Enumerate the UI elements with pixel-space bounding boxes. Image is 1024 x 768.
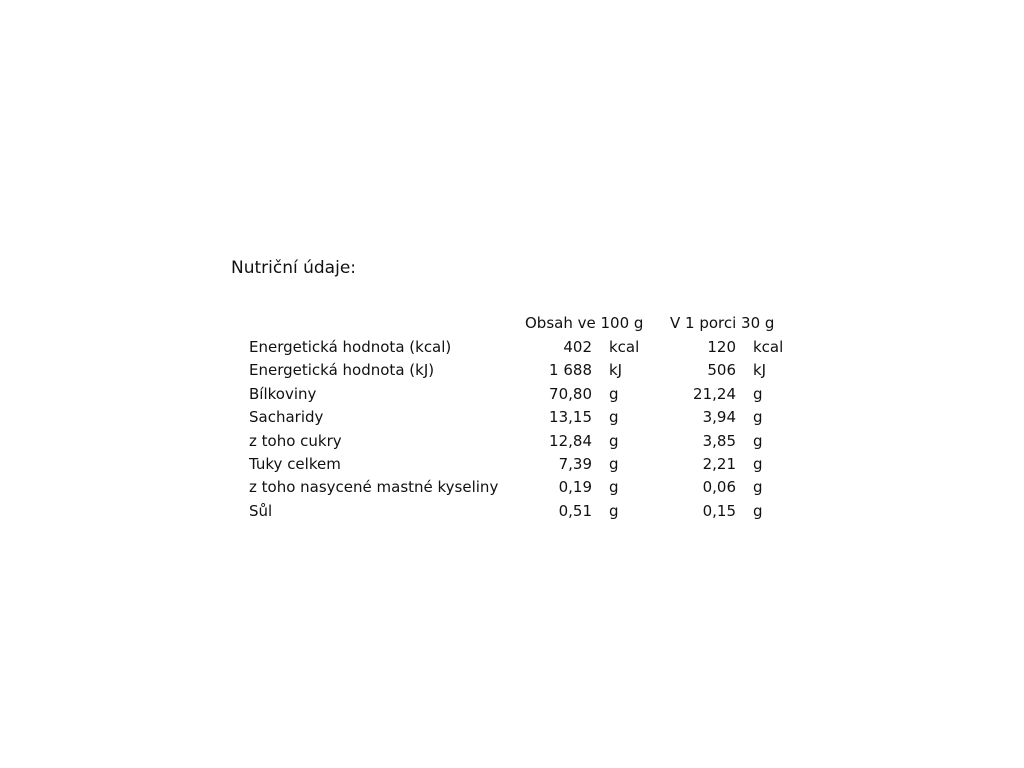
unit-per-portion: g [753, 384, 763, 403]
value-per-100g: 0,19 [558, 478, 592, 497]
value-per-portion: 21,24 [693, 384, 736, 403]
nutrient-label: Bílkoviny [249, 384, 317, 403]
value-per-100g: 13,15 [549, 408, 592, 427]
nutrient-label: z toho cukry [249, 431, 342, 450]
value-per-100g: 7,39 [558, 454, 592, 473]
unit-per-100g: g [609, 408, 619, 427]
nutrition-table [0, 337, 1024, 524]
value-per-100g: 1 688 [549, 361, 592, 380]
value-per-portion: 506 [707, 361, 736, 380]
table-row [0, 477, 1024, 500]
header-per-100g: Obsah ve 100 g [525, 314, 644, 332]
value-per-portion: 3,94 [702, 408, 736, 427]
table-row [0, 360, 1024, 383]
value-per-portion: 3,85 [702, 431, 736, 450]
unit-per-portion: g [753, 501, 763, 520]
unit-per-100g: kcal [609, 338, 640, 356]
document-title: Nutriční údaje: [231, 258, 357, 278]
unit-per-100g: g [609, 431, 619, 450]
value-per-100g: 0,51 [558, 501, 592, 520]
table-row [0, 501, 1024, 524]
unit-per-portion: g [753, 478, 763, 497]
nutrient-label: Sacharidy [249, 408, 324, 427]
unit-per-portion: g [753, 408, 763, 427]
nutrient-label: Energetická hodnota (kJ) [249, 361, 435, 380]
nutrient-label: Energetická hodnota (kcal) [249, 338, 452, 356]
unit-per-100g: g [609, 384, 619, 403]
table-row [0, 431, 1024, 454]
value-per-portion: 2,21 [702, 454, 736, 473]
table-row [0, 384, 1024, 407]
unit-per-100g: g [609, 454, 619, 473]
unit-per-portion: g [753, 454, 763, 473]
value-per-portion: 120 [707, 338, 736, 356]
value-per-100g: 402 [563, 338, 592, 356]
table-row [0, 337, 1024, 360]
unit-per-100g: kJ [609, 361, 623, 380]
value-per-100g: 70,80 [549, 384, 592, 403]
unit-per-portion: kcal [753, 338, 784, 356]
table-row [0, 407, 1024, 430]
unit-per-100g: g [609, 501, 619, 520]
header-per-portion: V 1 porci 30 g [670, 314, 775, 332]
value-per-100g: 12,84 [549, 431, 592, 450]
nutrient-label: Tuky celkem [249, 454, 341, 473]
unit-per-portion: g [753, 431, 763, 450]
value-per-portion: 0,15 [702, 501, 736, 520]
nutrient-label: z toho nasycené mastné kyseliny [249, 478, 499, 497]
nutrient-label: Sůl [249, 501, 273, 520]
table-row [0, 454, 1024, 477]
value-per-portion: 0,06 [702, 478, 736, 497]
unit-per-100g: g [609, 478, 619, 497]
unit-per-portion: kJ [753, 361, 767, 380]
